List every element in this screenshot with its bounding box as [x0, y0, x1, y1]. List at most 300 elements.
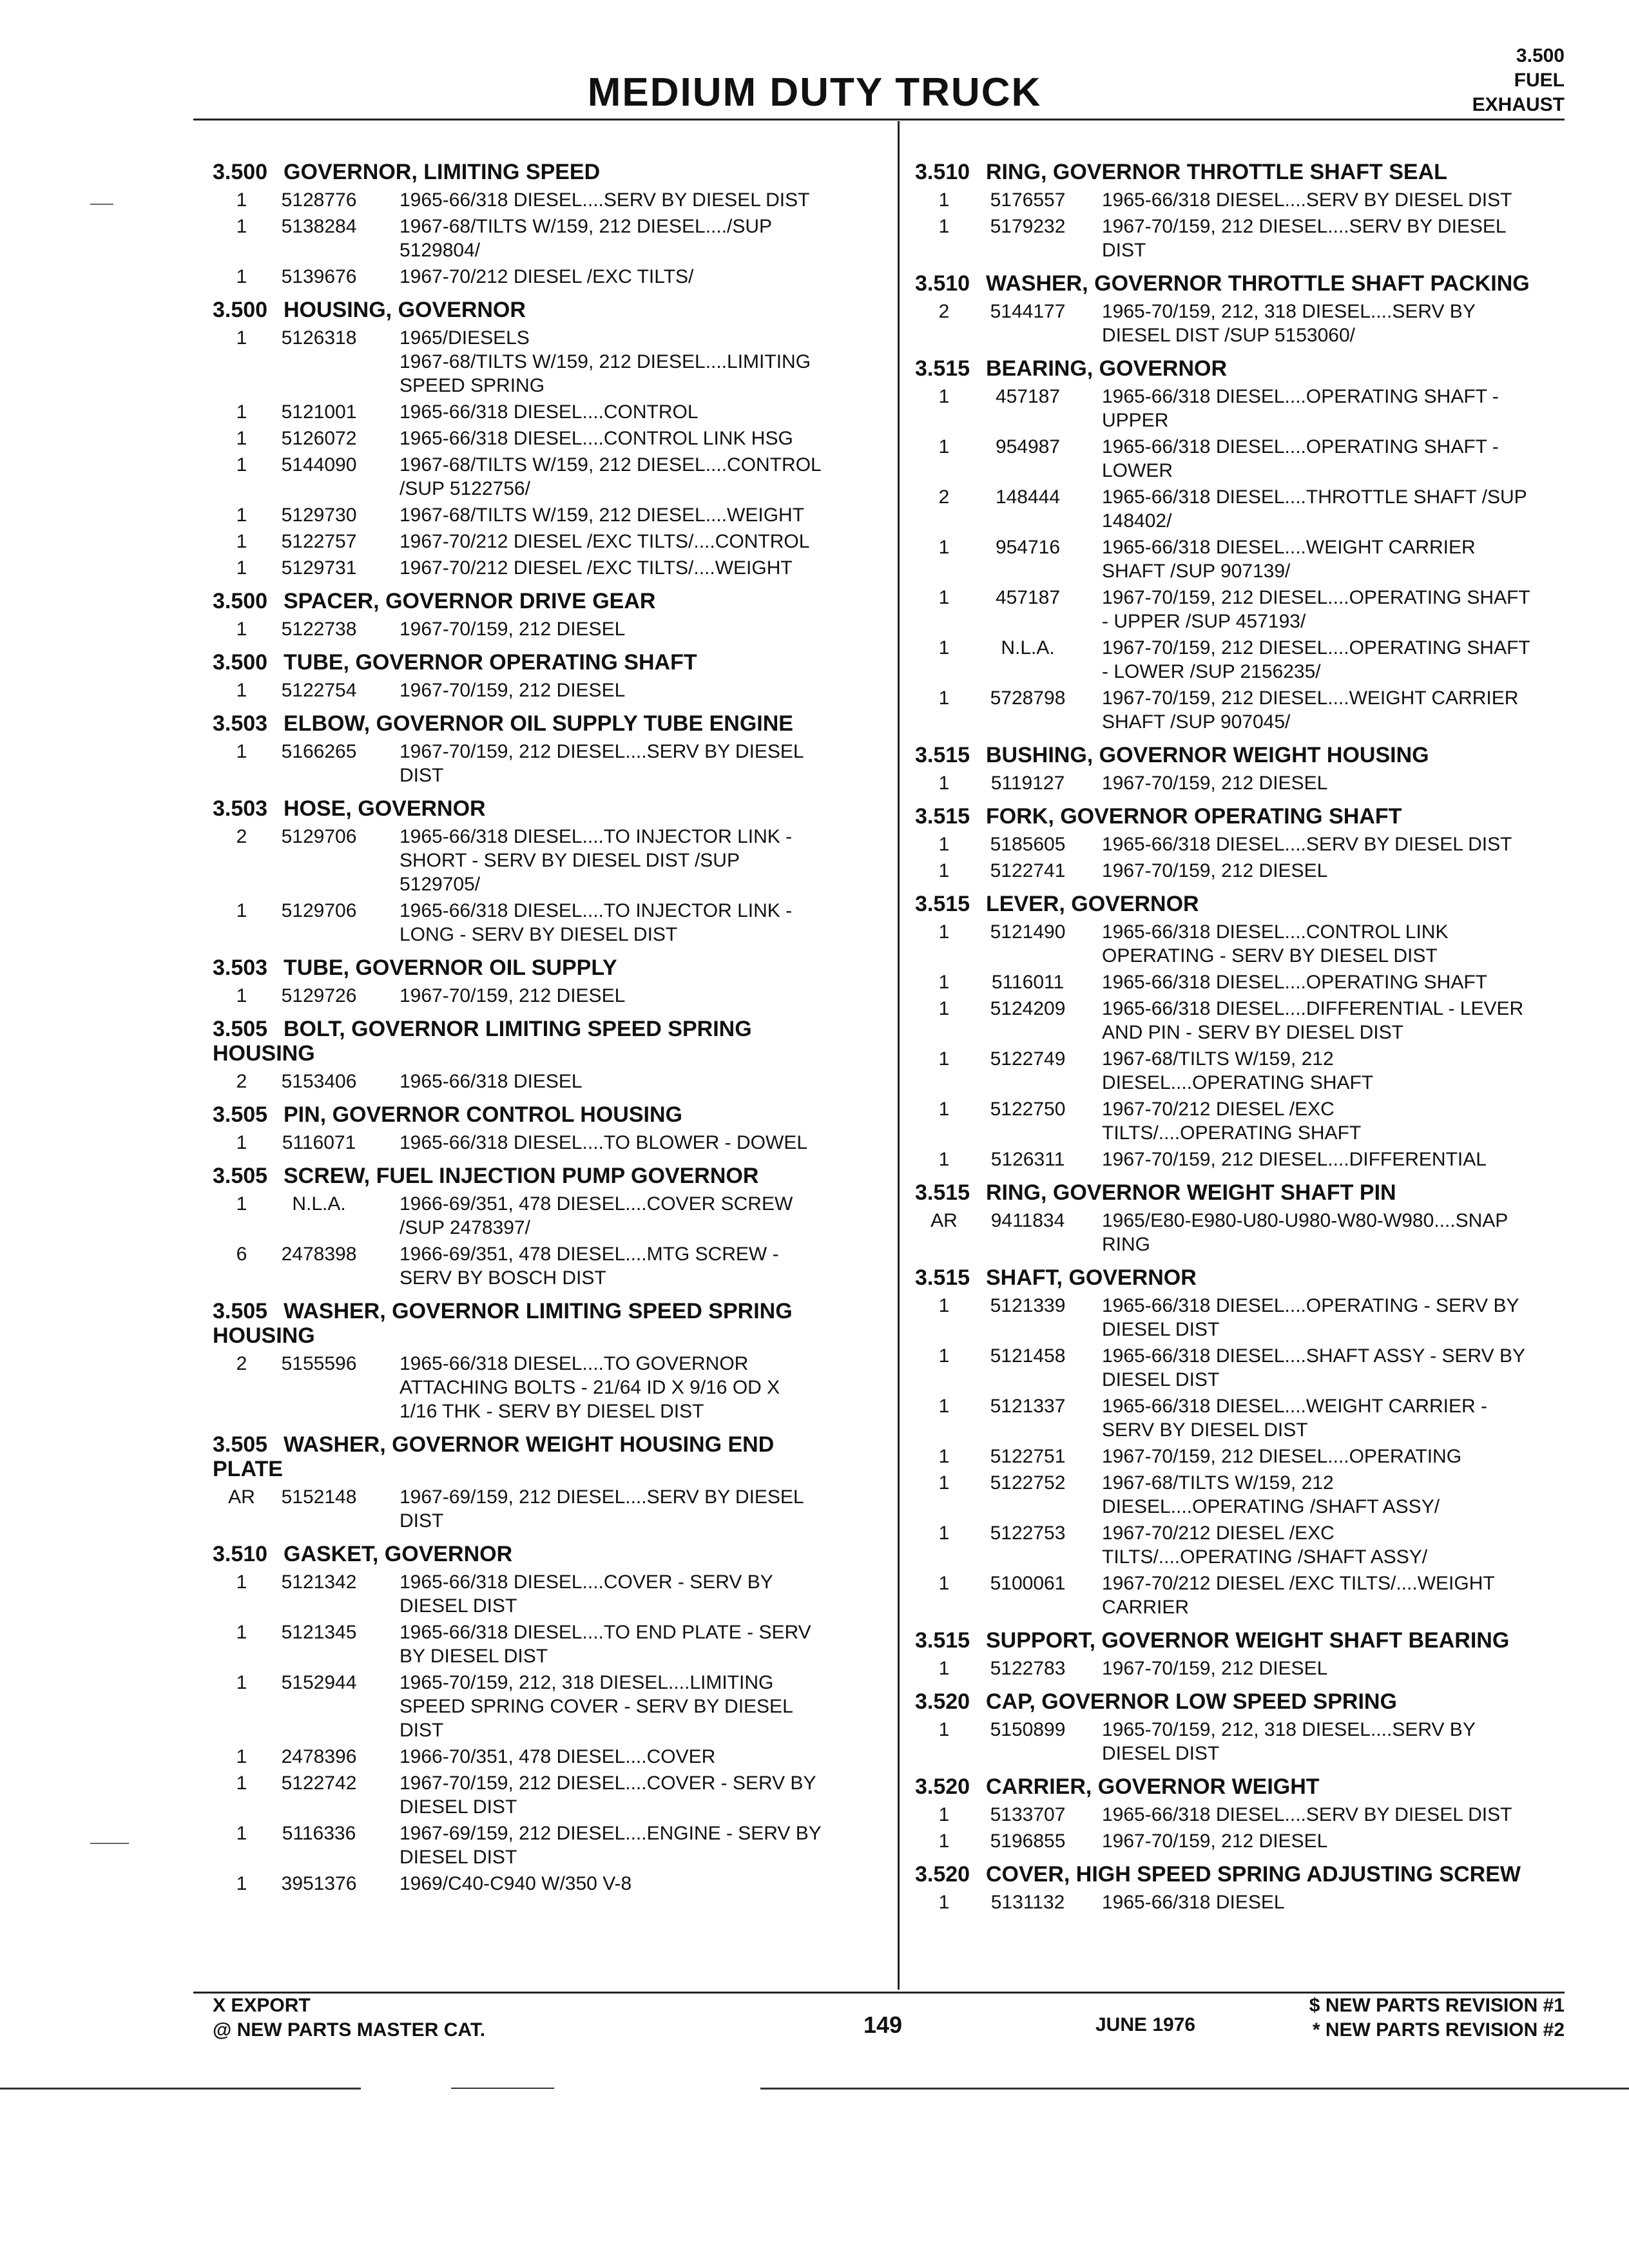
group-title: TUBE, GOVERNOR OPERATING SHAFT: [284, 650, 697, 675]
legend-revision-1: $ NEW PARTS REVISION #1: [1309, 1995, 1565, 2016]
part-quantity: 1: [938, 972, 950, 993]
part-quantity: 1: [938, 1523, 950, 1544]
parts-group-bolt: [213, 1017, 886, 1093]
part-row: [213, 1671, 886, 1742]
part-description: 1967-70/159, 212 DIESEL: [1102, 1658, 1328, 1679]
group-code: 3.500: [213, 650, 268, 675]
part-number: 457187: [995, 386, 1061, 407]
part-row: [213, 453, 886, 501]
group-title: BUSHING, GOVERNOR WEIGHT HOUSING: [986, 743, 1429, 767]
part-description: 1965-66/318 DIESEL....WEIGHT CARRIER SHAFT /SUP 907139/: [1102, 537, 1476, 582]
part-quantity: 1: [236, 900, 247, 921]
part-quantity: 1: [938, 1345, 950, 1367]
part-number: 5133707: [990, 1804, 1066, 1825]
group-title: PIN, GOVERNOR CONTROL HOUSING: [284, 1102, 682, 1127]
group-code: 3.503: [213, 796, 268, 821]
part-number: 5728798: [990, 687, 1066, 709]
part-description: 1965-66/318 DIESEL....SERV BY DIESEL DIST: [400, 189, 810, 211]
part-description: 1965-66/318 DIESEL....OPERATING SHAFT: [1102, 972, 1488, 993]
group-title: CAP, GOVERNOR LOW SPEED SPRING: [986, 1689, 1397, 1714]
parts-group-shaft: [915, 1265, 1566, 1619]
part-number: 5166265: [281, 741, 357, 762]
part-number: 5121458: [990, 1345, 1066, 1367]
part-quantity: 1: [938, 860, 950, 881]
group-heading: [915, 743, 1566, 767]
part-number: 5129730: [281, 505, 357, 526]
part-row: [213, 530, 886, 553]
part-quantity: 1: [236, 1571, 247, 1593]
scan-mark-line: [760, 2088, 1629, 2090]
group-heading: [915, 1265, 1566, 1290]
part-row: [213, 1771, 886, 1819]
part-row: [915, 1890, 1566, 1914]
group-heading: [213, 1017, 886, 1066]
part-row: [915, 385, 1566, 432]
part-quantity: 1: [938, 921, 950, 943]
group-title: SPACER, GOVERNOR DRIVE GEAR: [284, 589, 656, 613]
part-row: [213, 400, 886, 424]
parts-group-washer: [213, 1432, 886, 1533]
part-description: 1965-66/318 DIESEL....SERV BY DIESEL DIST: [1102, 189, 1512, 211]
part-quantity: 1: [236, 680, 247, 701]
part-quantity: 1: [938, 1446, 950, 1467]
part-quantity: 1: [938, 1048, 950, 1070]
part-row: [915, 586, 1566, 633]
group-code: 3.510: [915, 160, 970, 184]
part-description: 1967-70/212 DIESEL /EXC TILTS/: [400, 266, 694, 287]
part-quantity: 1: [236, 216, 247, 237]
part-number: 5100061: [990, 1573, 1066, 1594]
part-row: [915, 215, 1566, 262]
part-quantity: 2: [938, 301, 950, 322]
part-row: [213, 899, 886, 947]
part-number: 5121339: [990, 1295, 1066, 1316]
part-number: 5144177: [990, 301, 1066, 322]
part-quantity: 1: [236, 557, 247, 579]
part-quantity: 1: [938, 998, 950, 1019]
part-description: 1967-70/212 DIESEL /EXC TILTS/....WEIGHT: [400, 557, 793, 579]
part-description: 1965-66/318 DIESEL....TO GOVERNOR ATTACHING BOLTS - 21/64 ID X 9/16 OD X 1/16 THK - SERV BY DIESEL DIST: [400, 1353, 780, 1422]
scan-mark-line: [451, 2088, 554, 2089]
part-quantity: 1: [938, 1295, 950, 1316]
part-quantity: 1: [938, 687, 950, 709]
parts-group-fork: [915, 804, 1566, 883]
group-code: 3.503: [213, 956, 268, 980]
part-row: [915, 1148, 1566, 1171]
part-row: [213, 984, 886, 1008]
group-title: RING, GOVERNOR WEIGHT SHAFT PIN: [986, 1180, 1396, 1205]
part-row: [915, 920, 1566, 968]
part-number: 5144090: [281, 454, 357, 476]
part-number: 5121342: [281, 1571, 357, 1593]
part-row: [213, 617, 886, 641]
parts-group-washer: [915, 271, 1566, 347]
legend-export: X EXPORT: [213, 1995, 311, 2016]
part-row: [915, 636, 1566, 684]
group-code: 3.520: [915, 1689, 970, 1714]
part-number: 5153406: [281, 1071, 357, 1092]
part-row: [213, 427, 886, 450]
part-number: 3951376: [281, 1873, 357, 1894]
part-number: 954716: [995, 537, 1061, 558]
group-heading: [915, 1628, 1566, 1653]
part-number: 5128776: [281, 189, 357, 211]
part-quantity: 1: [236, 1873, 247, 1894]
part-quantity: 6: [236, 1244, 247, 1265]
part-description: 1965-66/318 DIESEL....COVER - SERV BY DIESEL DIST: [400, 1571, 773, 1617]
part-description: 1967-68/TILTS W/159, 212 DIESEL..../SUP 5129804/: [400, 216, 773, 261]
group-code: 3.500: [213, 298, 268, 322]
group-heading: [213, 1542, 886, 1566]
part-row: [915, 300, 1566, 347]
parts-group-pin: [213, 1102, 886, 1155]
group-code: 3.505: [213, 1299, 268, 1323]
group-code: 3.500: [213, 160, 268, 184]
part-number: 5126318: [281, 327, 357, 349]
part-number: 5129731: [281, 557, 357, 579]
part-description: 1965-66/318 DIESEL....TO BLOWER - DOWEL: [400, 1132, 808, 1153]
part-row: [915, 188, 1566, 212]
part-quantity: 1: [938, 773, 950, 794]
footer-legend-left: [213, 1994, 485, 2042]
group-title: HOUSING, GOVERNOR: [284, 298, 526, 322]
part-quantity: 2: [236, 1353, 247, 1374]
group-code: 3.500: [213, 589, 268, 613]
part-number: 5185605: [990, 834, 1066, 855]
part-quantity: 1: [236, 619, 247, 640]
group-title: WASHER, GOVERNOR THROTTLE SHAFT PACKING: [986, 271, 1530, 296]
part-description: 1965-66/318 DIESEL....SERV BY DIESEL DIST: [1102, 834, 1512, 855]
parts-group-bearing: [915, 356, 1566, 734]
part-row: [915, 832, 1566, 856]
legend-revision-2: * NEW PARTS REVISION #2: [1312, 2019, 1565, 2041]
parts-group-cap: [915, 1689, 1566, 1765]
part-number: 5150899: [990, 1719, 1066, 1740]
part-quantity: 1: [236, 1773, 247, 1794]
group-heading: [213, 160, 886, 184]
part-description: 1965-66/318 DIESEL....CONTROL LINK HSG: [400, 428, 793, 449]
part-number: 5122753: [990, 1523, 1066, 1544]
part-row: [915, 686, 1566, 734]
right-column: [915, 160, 1566, 1923]
group-code: 3.515: [915, 1265, 970, 1290]
part-quantity: 1: [938, 537, 950, 558]
group-title: WASHER, GOVERNOR LIMITING SPEED SPRING HOUSING: [213, 1299, 793, 1348]
part-quantity: 1: [938, 216, 950, 237]
part-row: [915, 1394, 1566, 1442]
part-number: 5139676: [281, 266, 357, 287]
group-title: ELBOW, GOVERNOR OIL SUPPLY TUBE ENGINE: [284, 711, 793, 736]
part-quantity: 1: [938, 386, 950, 407]
part-description: 1969/C40-C940 W/350 V-8: [400, 1873, 632, 1894]
part-description: 1967-70/159, 212 DIESEL: [1102, 860, 1328, 881]
part-description: 1965-66/318 DIESEL....TO END PLATE - SERV BY DIESEL DIST: [400, 1622, 811, 1667]
part-number: 5176557: [990, 189, 1066, 211]
part-description: 1967-70/159, 212 DIESEL....OPERATING SHAFT - LOWER /SUP 2156235/: [1102, 637, 1530, 682]
part-number: 5126311: [990, 1149, 1065, 1170]
part-row: [213, 1352, 886, 1423]
part-number: 5129706: [281, 900, 357, 921]
part-row: [915, 771, 1566, 795]
section-label: [1472, 44, 1565, 117]
part-description: 1967-70/212 DIESEL /EXC TILTS/....CONTROL: [400, 531, 810, 552]
group-code: 3.505: [213, 1432, 268, 1457]
part-row: [213, 1821, 886, 1869]
part-number: 5122754: [281, 680, 357, 701]
group-code: 3.515: [915, 804, 970, 829]
part-number: 9411834: [990, 1210, 1065, 1231]
part-row: [213, 188, 886, 212]
group-code: 3.505: [213, 1102, 268, 1127]
part-row: [915, 435, 1566, 483]
part-quantity: 1: [236, 505, 247, 526]
page-title: MEDIUM DUTY TRUCK: [587, 70, 1042, 115]
group-title: GOVERNOR, LIMITING SPEED: [284, 160, 601, 184]
group-heading: [213, 1299, 886, 1348]
part-quantity: 2: [236, 1071, 247, 1092]
part-number: 5155596: [281, 1353, 357, 1374]
part-quantity: 1: [938, 1658, 950, 1679]
group-heading: [915, 892, 1566, 916]
part-description: 1967-70/159, 212 DIESEL....COVER - SERV BY DIESEL DIST: [400, 1773, 816, 1818]
parts-group-spacer: [213, 589, 886, 641]
part-description: 1965/DIESELS 1967-68/TILTS W/159, 212 DIESEL....LIMITING SPEED SPRING: [400, 327, 811, 396]
group-code: 3.515: [915, 356, 970, 381]
part-description: 1967-70/159, 212 DIESEL....SERV BY DIESEL DIST: [400, 741, 804, 786]
part-quantity: 1: [236, 531, 247, 552]
part-row: [915, 1047, 1566, 1095]
part-description: 1967-70/159, 212 DIESEL: [400, 985, 626, 1006]
group-heading: [915, 1180, 1566, 1205]
part-description: 1967-70/159, 212 DIESEL: [1102, 773, 1328, 794]
part-number: 5122738: [281, 619, 357, 640]
margin-mark: [90, 204, 113, 205]
part-number: 5152944: [281, 1672, 357, 1693]
part-row: [915, 970, 1566, 994]
group-heading: [213, 1102, 886, 1127]
parts-group-bushing: [915, 743, 1566, 795]
part-row: [915, 859, 1566, 883]
group-code: 3.520: [915, 1774, 970, 1799]
part-description: 1965-66/318 DIESEL....OPERATING SHAFT - LOWER: [1102, 436, 1499, 481]
parts-group-screw: [213, 1164, 886, 1290]
part-number: 5122751: [990, 1446, 1066, 1467]
part-description: 1967-69/159, 212 DIESEL....ENGINE - SERV BY DIESEL DIST: [400, 1823, 822, 1868]
part-number: 5121490: [990, 921, 1066, 943]
part-quantity: 1: [236, 1193, 247, 1215]
group-heading: [213, 796, 886, 821]
part-description: 1965-66/318 DIESEL....CONTROL LINK OPERATING - SERV BY DIESEL DIST: [1102, 921, 1449, 966]
part-number: 5196855: [990, 1831, 1066, 1852]
group-heading: [213, 711, 886, 736]
parts-group-tube: [213, 650, 886, 702]
parts-group-ring: [915, 1180, 1566, 1256]
parts-group-ring: [915, 160, 1566, 262]
part-number: 2478398: [281, 1244, 357, 1265]
group-title: BEARING, GOVERNOR: [986, 356, 1228, 381]
part-row: [213, 556, 886, 580]
part-number: 5126072: [281, 428, 357, 449]
part-number: 457187: [995, 587, 1061, 608]
part-description: 1965-70/159, 212, 318 DIESEL....SERV BY DIESEL DIST: [1102, 1719, 1476, 1764]
part-description: 1967-70/159, 212 DIESEL....SERV BY DIESEL DIST: [1102, 216, 1507, 261]
margin-mark: [90, 1843, 129, 1844]
part-description: 1967-68/TILTS W/159, 212 DIESEL....OPERATING /SHAFT ASSY/: [1102, 1472, 1440, 1517]
part-row: [213, 825, 886, 896]
part-description: 1965-66/318 DIESEL....TO INJECTOR LINK - LONG - SERV BY DIESEL DIST: [400, 900, 793, 945]
part-quantity: 1: [938, 1804, 950, 1825]
group-heading: [915, 1689, 1566, 1714]
part-number: 5152148: [281, 1486, 357, 1508]
part-row: [213, 215, 886, 262]
column-divider: [898, 121, 900, 1990]
part-row: [213, 1192, 886, 1240]
part-number: 5116336: [282, 1823, 356, 1844]
group-title: GASKET, GOVERNOR: [284, 1542, 513, 1566]
part-description: 1967-68/TILTS W/159, 212 DIESEL....CONTROL /SUP 5122756/: [400, 454, 822, 499]
parts-group-hose: [213, 796, 886, 947]
part-row: [213, 503, 886, 527]
part-description: 1965-70/159, 212, 318 DIESEL....SERV BY DIESEL DIST /SUP 5153060/: [1102, 301, 1476, 346]
part-row: [213, 1745, 886, 1769]
parts-group-washer: [213, 1299, 886, 1423]
part-quantity: 1: [938, 1892, 950, 1913]
group-title: TUBE, GOVERNOR OIL SUPPLY: [284, 956, 617, 980]
part-quantity: AR: [930, 1210, 958, 1231]
part-row: [213, 1570, 886, 1618]
group-heading: [213, 589, 886, 613]
parts-group-housing: [213, 298, 886, 580]
parts-group-gasket: [213, 1542, 886, 1896]
part-quantity: 1: [236, 1622, 247, 1643]
part-description: 1966-69/351, 478 DIESEL....COVER SCREW /SUP 2478397/: [400, 1193, 793, 1238]
part-number: 5116071: [282, 1132, 356, 1153]
parts-group-carrier: [915, 1774, 1566, 1853]
part-row: [915, 1571, 1566, 1619]
part-number: 5121001: [281, 401, 357, 423]
part-number: 5131132: [990, 1892, 1065, 1913]
group-title: SCREW, FUEL INJECTION PUMP GOVERNOR: [284, 1164, 759, 1188]
part-number: 5122741: [990, 860, 1066, 881]
parts-group-cover: [915, 1862, 1566, 1914]
group-title: LEVER, GOVERNOR: [986, 892, 1199, 916]
group-heading: [213, 298, 886, 322]
group-heading: [915, 1774, 1566, 1799]
group-code: 3.515: [915, 892, 970, 916]
part-quantity: 1: [236, 327, 247, 349]
group-code: 3.520: [915, 1862, 970, 1887]
part-description: 1965-66/318 DIESEL....DIFFERENTIAL - LEVER AND PIN - SERV BY DIESEL DIST: [1102, 998, 1524, 1043]
part-row: [213, 265, 886, 289]
part-quantity: 1: [236, 266, 247, 287]
parts-group-tube: [213, 956, 886, 1008]
page-number: 149: [863, 2012, 903, 2038]
part-description: 1967-68/TILTS W/159, 212 DIESEL....WEIGHT: [400, 505, 805, 526]
part-quantity: 1: [236, 1823, 247, 1844]
part-row: [915, 1209, 1566, 1256]
part-quantity: 1: [236, 454, 247, 476]
group-heading: [915, 1862, 1566, 1887]
part-number: 148444: [995, 486, 1061, 508]
part-quantity: 1: [938, 637, 950, 658]
part-row: [213, 326, 886, 398]
part-row: [213, 678, 886, 702]
part-quantity: 1: [236, 985, 247, 1006]
part-number: 5122752: [990, 1472, 1066, 1494]
part-number: 5119127: [990, 773, 1065, 794]
part-row: [915, 1471, 1566, 1519]
part-number: 5129726: [281, 985, 357, 1006]
group-heading: [915, 271, 1566, 296]
group-code: 3.503: [213, 711, 268, 736]
part-description: 1967-70/159, 212 DIESEL: [400, 619, 626, 640]
part-description: 1965-66/318 DIESEL....OPERATING - SERV BY DIESEL DIST: [1102, 1295, 1519, 1340]
part-row: [915, 485, 1566, 533]
part-quantity: 1: [938, 1573, 950, 1594]
part-quantity: 1: [938, 1099, 950, 1120]
group-title: RING, GOVERNOR THROTTLE SHAFT SEAL: [986, 160, 1447, 184]
parts-group-elbow: [213, 711, 886, 787]
footer-legend-right: [1309, 1994, 1565, 2042]
part-row: [915, 1657, 1566, 1680]
part-row: [915, 1803, 1566, 1827]
group-title: WASHER, GOVERNOR WEIGHT HOUSING END PLATE: [213, 1432, 775, 1481]
part-description: 1967-70/212 DIESEL /EXC TILTS/....OPERATING /SHAFT ASSY/: [1102, 1523, 1428, 1568]
part-row: [213, 1070, 886, 1093]
group-heading: [915, 356, 1566, 381]
part-quantity: 1: [236, 741, 247, 762]
part-description: 1967-70/212 DIESEL /EXC TILTS/....OPERATING SHAFT: [1102, 1099, 1362, 1144]
part-description: 1965-66/318 DIESEL....SHAFT ASSY - SERV BY DIESEL DIST: [1102, 1345, 1526, 1390]
part-quantity: 1: [236, 189, 247, 211]
group-heading: [213, 1164, 886, 1188]
part-number: 5138284: [281, 216, 357, 237]
part-quantity: 1: [236, 1672, 247, 1693]
legend-master-cat: @ NEW PARTS MASTER CAT.: [213, 2019, 486, 2041]
part-description: 1967-70/159, 212 DIESEL: [400, 680, 626, 701]
part-row: [915, 1294, 1566, 1341]
part-row: [915, 997, 1566, 1044]
group-title: FORK, GOVERNOR OPERATING SHAFT: [986, 804, 1402, 829]
part-row: [915, 1521, 1566, 1569]
part-quantity: 1: [938, 1149, 950, 1170]
part-description: 1965-66/318 DIESEL....SERV BY DIESEL DIST: [1102, 1804, 1512, 1825]
group-code: 3.515: [915, 743, 970, 767]
group-heading: [213, 956, 886, 980]
part-description: 1967-70/159, 212 DIESEL....OPERATING: [1102, 1446, 1462, 1467]
part-quantity: 1: [938, 834, 950, 855]
part-quantity: 1: [938, 1472, 950, 1494]
part-number: 954987: [995, 436, 1061, 457]
part-quantity: 1: [938, 587, 950, 608]
part-number: 5122783: [990, 1658, 1066, 1679]
part-quantity: 1: [236, 1746, 247, 1767]
part-description: 1967-70/159, 212 DIESEL....WEIGHT CARRIER SHAFT /SUP 907045/: [1102, 687, 1519, 733]
section-fuel: FUEL: [1514, 70, 1565, 91]
part-row: [915, 1097, 1566, 1145]
group-heading: [213, 1432, 886, 1481]
part-description: 1965-66/318 DIESEL....CONTROL: [400, 401, 699, 423]
part-number: 5124209: [990, 998, 1066, 1019]
group-title: HOSE, GOVERNOR: [284, 796, 486, 821]
group-heading: [915, 804, 1566, 829]
part-description: 1965/E80-E980-U80-U980-W80-W980....SNAP RING: [1102, 1210, 1509, 1255]
section-number: 3.500: [1516, 45, 1565, 66]
part-row: [213, 1242, 886, 1290]
group-title: COVER, HIGH SPEED SPRING ADJUSTING SCREW: [986, 1862, 1521, 1887]
part-row: [915, 1718, 1566, 1765]
part-quantity: 1: [938, 1831, 950, 1852]
